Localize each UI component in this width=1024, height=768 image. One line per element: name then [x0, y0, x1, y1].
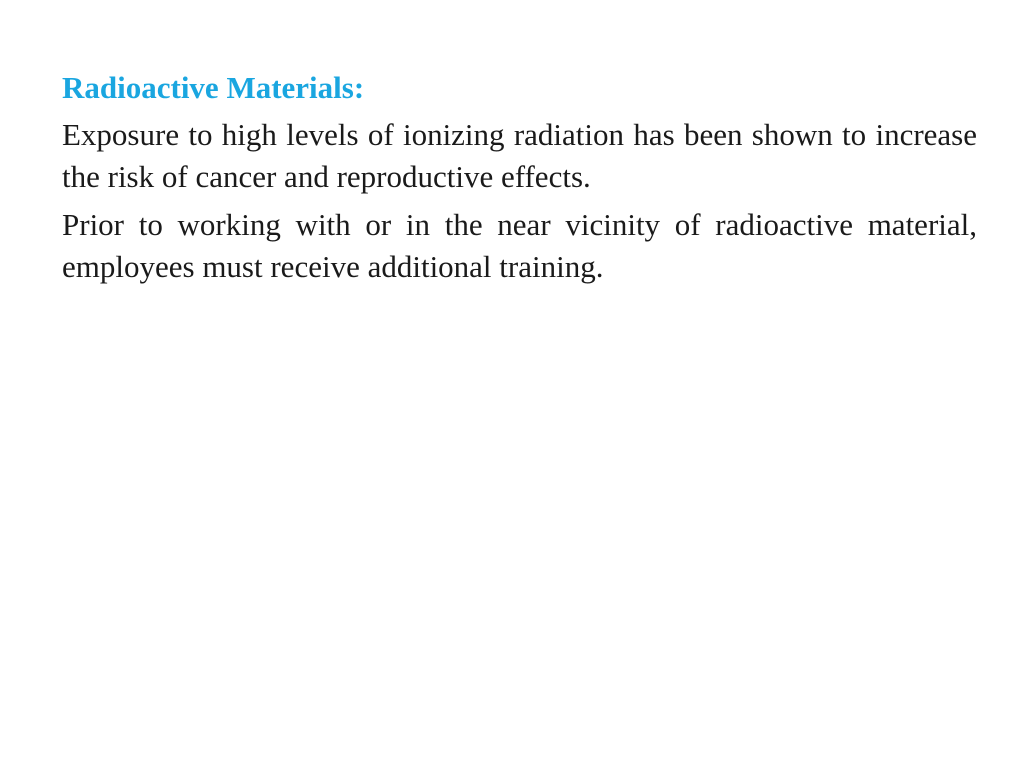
paragraph-exposure: Exposure to high levels of ionizing radiation has been shown to increase the risk of cancer and reproductive effects. — [62, 117, 977, 194]
paragraph-training: Prior to working with or in the near vicinity of radioactive material, employees must receive additional training. — [62, 207, 977, 284]
slide-content — [62, 66, 977, 288]
slide-heading: Radioactive Materials: — [62, 70, 365, 105]
